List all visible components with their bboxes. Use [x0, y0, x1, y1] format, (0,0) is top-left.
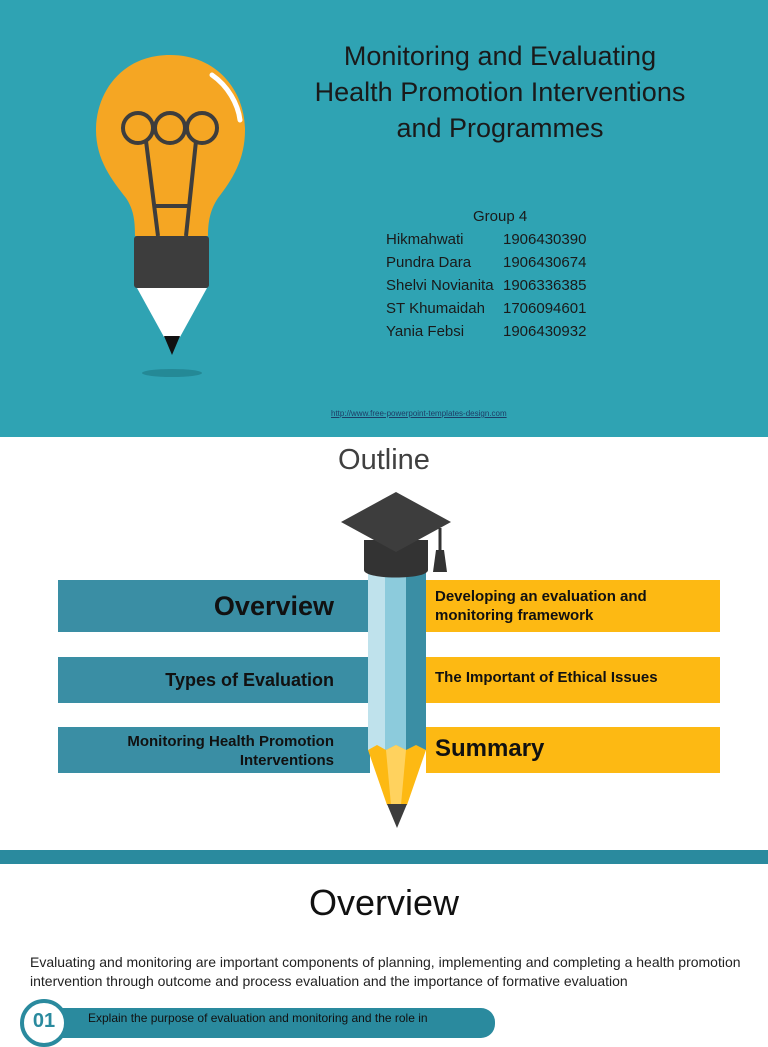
- graduation-pencil-icon: [338, 488, 453, 828]
- outline-item-label: Types of Evaluation: [165, 670, 334, 690]
- outline-item-label: Developing an evaluation and monitoring framework: [435, 588, 647, 624]
- overview-body-text: Evaluating and monitoring are important components of planning, implementing and completing a health promotion intervention through outcome and process evaluation and the importance of formative evaluation: [30, 954, 741, 989]
- title-slide: [0, 0, 768, 432]
- outline-item-label: The Important of Ethical Issues: [435, 669, 658, 686]
- member-id: 1906430390: [503, 231, 587, 248]
- member-name: Shelvi Novianita: [386, 277, 494, 294]
- title-line: and Programmes: [396, 113, 604, 143]
- outline-item-label: Overview: [213, 591, 334, 621]
- member-name: ST Khumaidah: [386, 300, 485, 317]
- outline-title: Outline: [338, 444, 430, 476]
- slide-separator: [0, 850, 768, 864]
- title-line: Health Promotion Interventions: [314, 77, 686, 107]
- outline-item-ethical-issues[interactable]: [426, 657, 720, 703]
- member-id: 1906430932: [503, 323, 587, 340]
- outline-item-label: Summary: [435, 735, 545, 762]
- source-link[interactable]: http://www.free-powerpoint-templates-design.com: [331, 409, 507, 418]
- outline-item-summary[interactable]: [426, 727, 720, 773]
- overview-title: Overview: [308, 882, 460, 923]
- outline-item-framework[interactable]: [426, 580, 720, 632]
- outline-item-monitoring[interactable]: [58, 727, 370, 773]
- objective-text: Explain the purpose of evaluation and monitoring and the role in: [88, 1011, 428, 1025]
- member-name: Hikmahwati: [386, 231, 464, 248]
- group-label: Group 4: [473, 208, 528, 225]
- member-name: Yania Febsi: [386, 323, 465, 340]
- outline-item-overview[interactable]: [58, 580, 370, 632]
- outline-item-label: Monitoring Health Promotion Interventions: [127, 733, 334, 769]
- member-id: 1906430674: [503, 254, 587, 271]
- title-line: Monitoring and Evaluating: [343, 41, 657, 71]
- member-name: Pundra Dara: [386, 254, 472, 271]
- presentation-title: [250, 38, 750, 146]
- member-id: 1706094601: [503, 300, 587, 317]
- member-id: 1906336385: [503, 277, 587, 294]
- objective-number: 01: [32, 1010, 56, 1032]
- lightbulb-pencil-icon: [90, 50, 260, 385]
- outline-item-types-of-evaluation[interactable]: [58, 657, 370, 703]
